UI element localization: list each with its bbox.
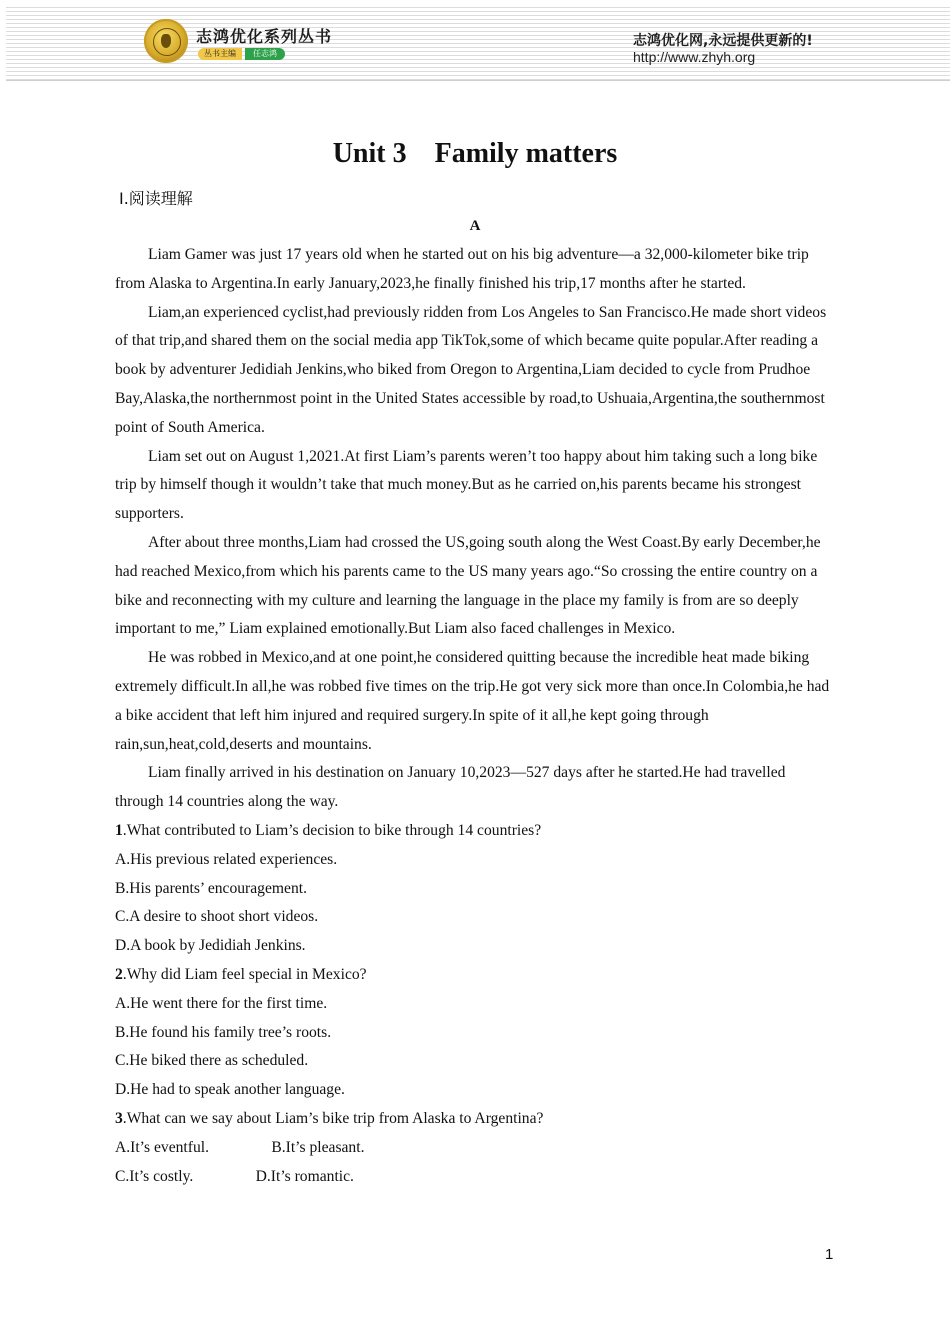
answer-option: B.He found his family tree’s roots. xyxy=(115,1023,332,1041)
question-3 xyxy=(115,1105,837,1134)
question-text: .Why did Liam feel special in Mexico? xyxy=(122,965,367,983)
answer-option: C.A desire to shoot short videos. xyxy=(115,908,319,926)
question-text: .What can we say about Liam’s bike trip from Alaska to Argentina? xyxy=(122,1109,544,1127)
question-number: 2 xyxy=(115,965,123,983)
question-number: 1 xyxy=(115,821,123,839)
header-divider xyxy=(6,80,950,81)
answer-option-line: A.It’s eventful. B.It’s pleasant. xyxy=(115,1138,365,1156)
answer-option: D.He had to speak another language. xyxy=(115,1081,345,1099)
question-text: .What contributed to Liam’s decision to bike through 14 countries? xyxy=(122,821,542,839)
brand-tag-name: 任志鸿 xyxy=(245,48,285,60)
answer-option: B.His parents’ encouragement. xyxy=(115,879,307,897)
passage-label: A xyxy=(469,218,481,234)
question-number: 3 xyxy=(115,1109,123,1127)
seal-logo-icon xyxy=(144,19,188,63)
paragraph: Liam,an experienced cyclist,had previously ridden from Los Angeles to San Francisco.He made short videos of that trip,and shared them on the social media app TikTok,some of which became quite popular.After reading a book by adventurer Jedidiah Jenkins,who biked from Oregon to Argentina,Liam decided to cycle from Prudhoe Bay,Alaska,the northernmost point in the United States accessible by road,to Ushuaia,Argentina,the southernmost point of South America. xyxy=(115,303,827,436)
answer-option: A.His previous related experiences. xyxy=(115,850,338,868)
paragraph: Liam Gamer was just 17 years old when he started out on his big adventure—a 32,000-kilometer bike trip from Alaska to Argentina.In early January,2023,he finally finished his trip,17 months after he started. xyxy=(115,246,809,292)
section-heading: Ⅰ.阅读理解 xyxy=(119,189,193,208)
answer-option: D.A book by Jedidiah Jenkins. xyxy=(115,937,306,955)
header-url-link[interactable]: http://www.zhyh.org xyxy=(633,49,756,65)
paragraph: Liam set out on August 1,2021.At first Liam’s parents weren’t too happy about him taking such a long bike trip by himself though it wouldn’t take that much money.But as he carried on,his parents became his strongest supporters. xyxy=(115,447,818,523)
answer-option-line: C.It’s costly. D.It’s romantic. xyxy=(115,1167,354,1185)
page-number: 1 xyxy=(825,1246,834,1263)
paragraph: He was robbed in Mexico,and at one point,he considered quitting because the incredible heat made biking extremely difficult.In all,he was robbed five times on the trip.He got very sick more than once.In Colombia,he had a bike accident that left him injured and required surgery.In spite of it all,he kept going through rain,sun,heat,cold,deserts and mountains. xyxy=(115,649,830,753)
question-2 xyxy=(115,961,837,990)
document-title: Unit 3 Family matters xyxy=(332,138,618,169)
document-body xyxy=(115,241,837,1191)
paragraph: Liam finally arrived in his destination on January 10,2023—527 days after he started.He had travelled through 14 countries along the way. xyxy=(115,764,786,811)
paragraph: After about three months,Liam had crossed the US,going south along the West Coast.By early December,he had reached Mexico,from which his parents came to the US many years ago.“So crossing the entire country on a bike and reconnecting with my culture and learning the language in the place my family is from are so deeply important to me,” Liam explained emotionally.But Liam also faced challenges in Mexico. xyxy=(115,533,821,638)
answer-option: A.He went there for the first time. xyxy=(115,994,328,1012)
header-slogan: 志鸿优化网,永远提供更新的! xyxy=(633,33,813,49)
brand-tag-label: 丛书主编 xyxy=(198,48,242,60)
answer-option: C.He biked there as scheduled. xyxy=(115,1052,309,1070)
question-1 xyxy=(115,817,837,846)
brand-title: 志鸿优化系列丛书 xyxy=(196,27,333,46)
